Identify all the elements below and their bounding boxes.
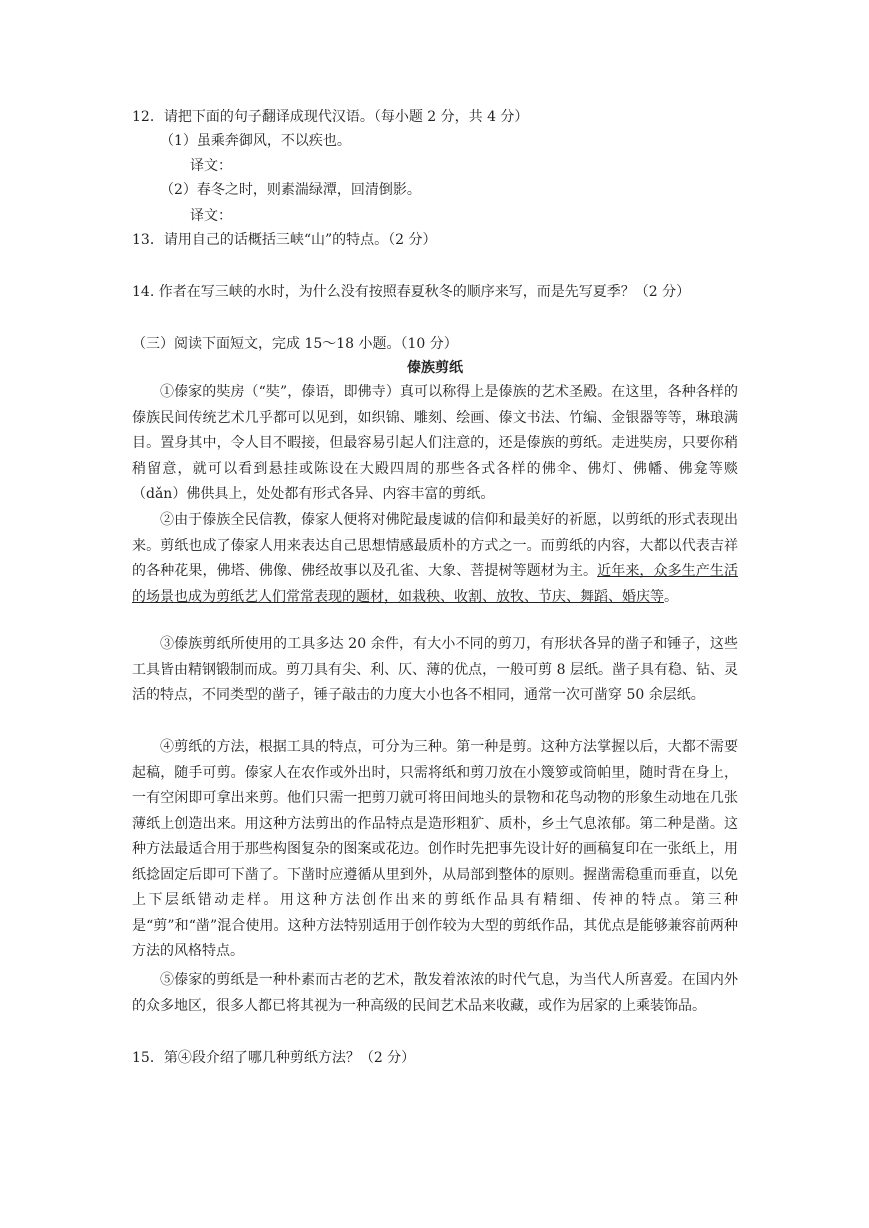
- question-12-item-2: （2）春冬之时，则素湍绿潭，回清倒影。: [160, 182, 421, 198]
- section-3-heading: （三）阅读下面短文，完成 15～18 小题。（10 分）: [132, 336, 458, 352]
- question-14: 14. 作者在写三峡的水时，为什么没有按照春夏秋冬的顺序来写，而是先写夏季？（2 分）: [132, 284, 691, 300]
- underlined-sentence: 近年来，众多生产生活的场景也成为剪纸艺人们常常表现的题材，如栽秧、收割、放牧、节庆、舞蹈、婚庆等: [132, 563, 738, 605]
- article-paragraph-3: ③傣族剪纸所使用的工具多达 20 余件，有大小不同的剪刀，有形状各异的凿子和锤子，这些工具皆由精钢锻制而成。剪刀具有尖、利、仄、薄的优点，一般可剪 8 层纸。凿子具有稳、钻、灵活的特点，不同类型的凿子，锤子敲击的力度大小也各不相同，通常一次可凿穿 50 余层纸。: [132, 636, 738, 703]
- question-15: 15．第④段介绍了哪几种剪纸方法？（2 分）: [132, 1050, 416, 1066]
- question-13: 13．请用自己的话概括三峡“山”的特点。（2 分）: [132, 232, 437, 248]
- question-12-translation-2: 译文：: [190, 208, 232, 224]
- paragraph-2-end: 。: [664, 588, 678, 605]
- question-12-translation-1: 译文：: [190, 158, 232, 174]
- article-paragraph-5: ⑤傣家的剪纸是一种朴素而古老的艺术，散发着浓浓的时代气息，为当代人所喜爱。在国内外的众多地区，很多人都已将其视为一种高级的民间艺术品来收藏，或作为居家的上乘装饰品。: [132, 972, 738, 1014]
- article-paragraph-2: [132, 508, 738, 610]
- paragraph-2-text: ②由于傣族全民信教，傣家人便将对佛陀最虔诚的信仰和最美好的祈愿，以剪纸的形式表现出来。剪纸也成了傣家人用来表达自己思想情感最质朴的方式之一。而剪纸的内容，大都以代表吉祥的各种花果，佛塔、佛像、佛经故事以及孔雀、大象、菩提树等题材为主。: [132, 512, 738, 579]
- article-paragraph-4: ④剪纸的方法，根据工具的特点，可分为三种。第一种是剪。这种方法掌握以后，大都不需要起稿，随手可剪。傣家人在农作或外出时，只需将纸和剪刀放在小篾箩或筒帕里，随时背在身上，一有空闲即可拿出来剪。他们只需一把剪刀就可将田间地头的景物和花鸟动物的形象生动地在几张薄纸上创造出来。用这种方法剪出的作品特点是造形粗犷、质朴，乡土气息浓郁。第二种是凿。这种方法最适合用于那些构图复杂的图案或花边。创作时先把事先设计好的画稿复印在一张纸上，用纸捻固定后即可下凿了。下凿时应遵循从里到外，从局部到整体的原则。握凿需稳重而垂直，以免上下层纸错动走样。用这种方法创作出来的剪纸作品具有精细、传神的特点。第三种是“剪”和“凿”混合使用。这种方法特别适用于创作较为大型的剪纸作品，其优点是能够兼容前两种方法的风格特点。: [132, 739, 738, 959]
- question-12-stem: 12．请把下面的句子翻译成现代汉语。（每小题 2 分，共 4 分）: [132, 109, 529, 125]
- question-12-item-1: （1）虽乘奔御风，不以疾也。: [160, 133, 351, 149]
- article-title: 傣族剪纸: [407, 360, 463, 376]
- article-paragraph-1: ①傣家的奘房（“奘”，傣语，即佛寺）真可以称得上是傣族的艺术圣殿。在这里，各种各样的傣族民间传统艺术几乎都可以见到，如织锦、雕刻、绘画、傣文书法、竹编、金银器等等，琳琅满目。置身其中，令人目不暇接，但最容易引起人们注意的，还是傣族的剪纸。走进奘房，只要你稍稍留意，就可以看到悬挂或陈设在大殿四周的那些各式各样的佛伞、佛灯、佛幡、佛龛等赕（dǎn）佛供具上，处处都有形式各异、内容丰富的剪纸。: [132, 384, 738, 502]
